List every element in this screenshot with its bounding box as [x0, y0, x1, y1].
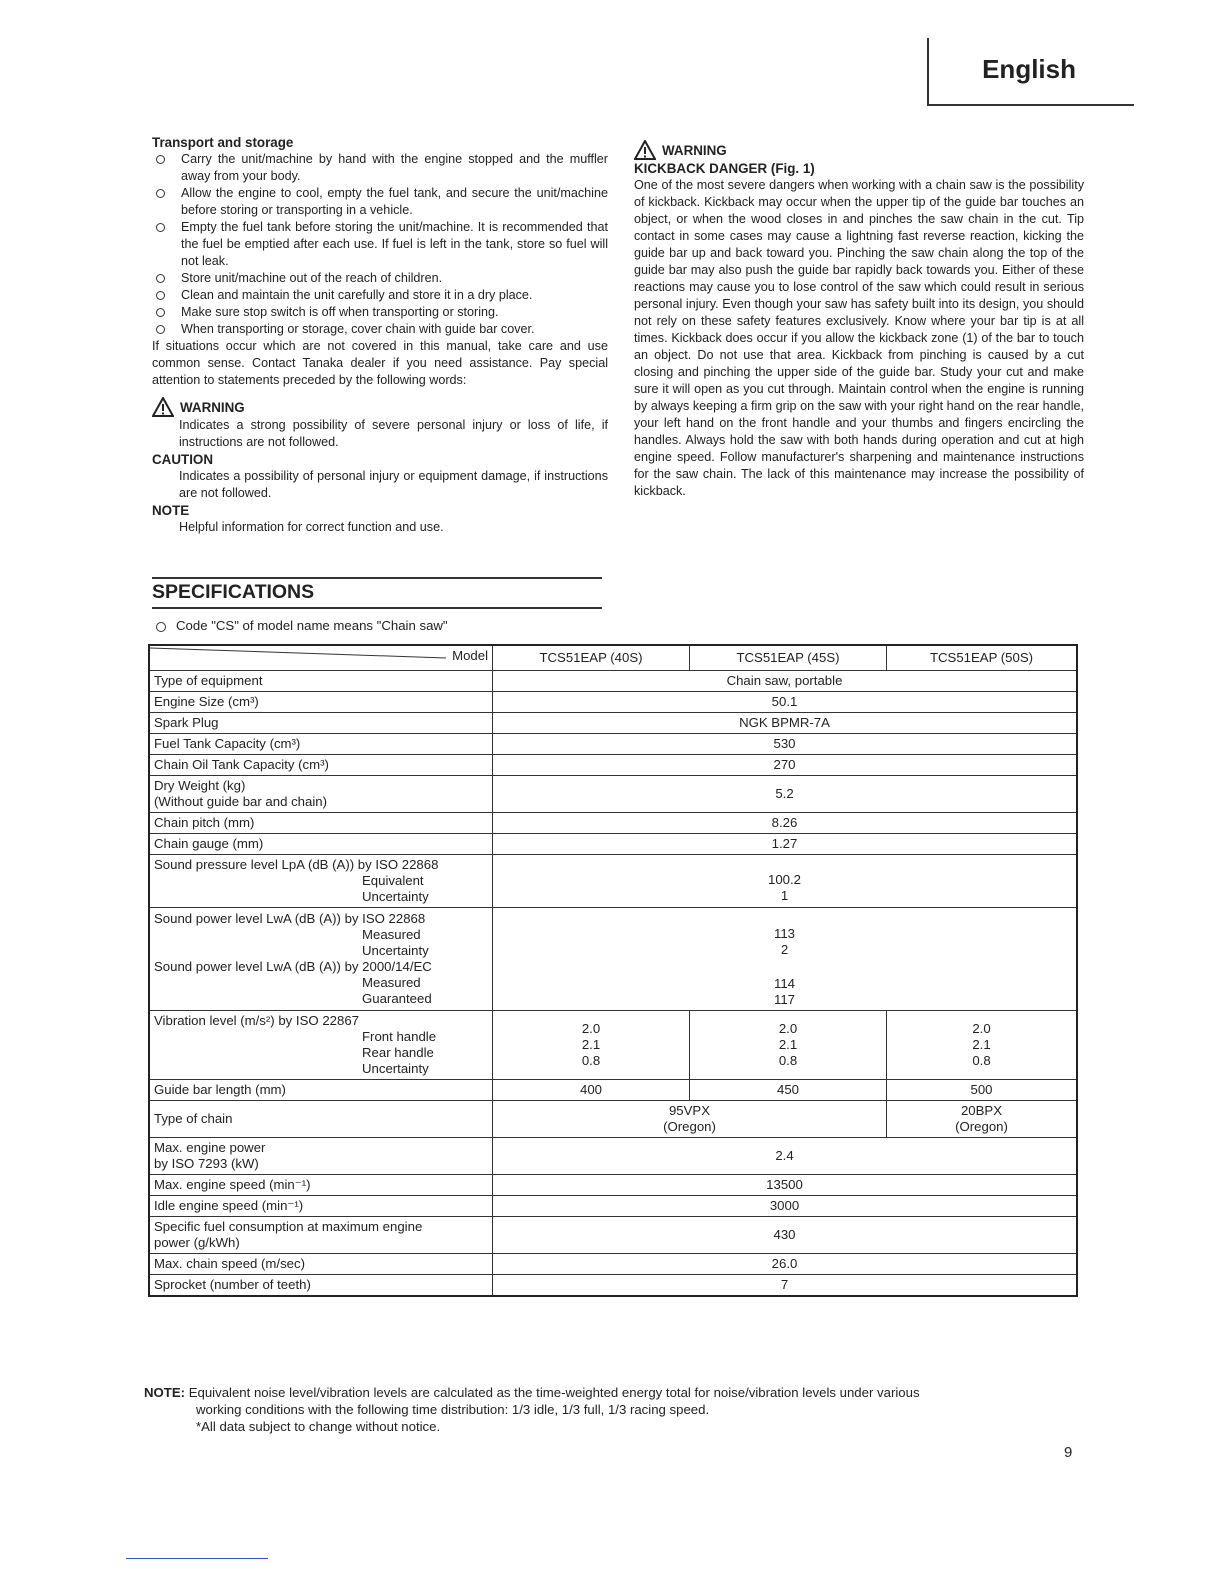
table-row: Sprocket (number of teeth) 7	[149, 1275, 1077, 1297]
table-row	[149, 645, 1077, 671]
model-col-1: TCS51EAP (40S)	[493, 645, 690, 671]
footer-note-label: NOTE:	[144, 1385, 186, 1400]
bullet-item: Store unit/machine out of the reach of children.	[152, 270, 608, 287]
common-sense-paragraph: If situations occur which are not covered in this manual, take care and use common sense. Contact Tanaka dealer if you need assistance. Pay special attention to statements preceded by the following words:	[152, 339, 608, 387]
bullet-item: Allow the engine to cool, empty the fuel tank, and secure the unit/machine before storing or transporting in a vehicle.	[152, 185, 608, 219]
transport-title: Transport and storage	[152, 135, 294, 150]
table-row: Engine Size (cm³) 50.1	[149, 692, 1077, 713]
caution-text: Indicates a possibility of personal injury or equipment damage, if instructions are not followed.	[179, 469, 608, 500]
bullet-item: When transporting or storage, cover chain with guide bar cover.	[152, 321, 608, 338]
bullet-circle-icon	[156, 291, 165, 300]
bullet-item: Clean and maintain the unit carefully and store it in a dry place.	[152, 287, 608, 304]
warning-triangle-icon	[152, 397, 174, 417]
code-note: Code "CS" of model name means "Chain saw"	[152, 618, 448, 633]
note-label: NOTE	[152, 503, 190, 518]
table-row: Dry Weight (kg) (Without guide bar and chain) 5.2	[149, 776, 1077, 813]
table-row: Fuel Tank Capacity (cm³) 530	[149, 734, 1077, 755]
bullet-circle-icon	[156, 274, 165, 283]
specifications-table	[148, 644, 1078, 1297]
model-col-2: TCS51EAP (45S)	[690, 645, 887, 671]
page-number: 9	[1064, 1444, 1073, 1461]
specifications-title: SPECIFICATIONS	[152, 581, 315, 603]
bullet-circle-icon	[156, 223, 165, 232]
kickback-section	[634, 140, 1084, 500]
note-text: Helpful information for correct function and use.	[179, 520, 444, 534]
table-row: Max. engine power by ISO 7293 (kW) 2.4	[149, 1138, 1077, 1175]
table-row: Sound power level LwA (dB (A)) by ISO 22868 Measured Uncertainty Sound power level LwA (dB (A)) by 2000/14/EC Measured Guaranteed 113 2 114 117	[149, 908, 1077, 1011]
language-label: English	[982, 54, 1076, 84]
table-row: Chain Oil Tank Capacity (cm³) 270	[149, 755, 1077, 776]
table-row: Idle engine speed (min⁻¹) 3000	[149, 1196, 1077, 1217]
transport-section	[152, 134, 608, 536]
model-col-3: TCS51EAP (50S)	[887, 645, 1078, 671]
bottom-divider	[126, 1558, 268, 1559]
spec-rule-bottom	[152, 607, 602, 609]
bullet-circle-icon	[156, 189, 165, 198]
caution-label: CAUTION	[152, 452, 213, 467]
table-row: Spark Plug NGK BPMR-7A	[149, 713, 1077, 734]
footer-note	[144, 1384, 1079, 1435]
table-row: Specific fuel consumption at maximum engine power (g/kWh) 430	[149, 1217, 1077, 1254]
bullet-circle-icon	[156, 308, 165, 317]
footer-note-line2: working conditions with the following time distribution: 1/3 idle, 1/3 full, 1/3 racing speed.	[196, 1402, 710, 1417]
table-row: Type of chain 95VPX (Oregon) 20BPX (Oregon)	[149, 1101, 1077, 1138]
table-row: Type of equipment Chain saw, portable	[149, 671, 1077, 692]
table-row: Max. chain speed (m/sec) 26.0	[149, 1254, 1077, 1275]
table-row: Max. engine speed (min⁻¹) 13500	[149, 1175, 1077, 1196]
kickback-text: One of the most severe dangers when working with a chain saw is the possibility of kickback. Kickback may occur when the upper tip of the guide bar touches an object, or when the wood closes in and pinches the saw chain in the cut. Tip contact in some cases may cause a lightning fast reverse reaction, kicking the guide bar up and back toward you. Pinching the saw chain along the top of the guide bar may also push the guide bar rapidly back towards you. Either of these reactions may cause you to lose control of the saw which could result in serious personal injury. Even though your saw has safety built into its design, you should not rely on these safety features exclusively. Know where your bar tip is at all times. Kickback does occur if you allow the kickback zone (1) of the bar to touch an object. Do not use that area. Kickback from pinching is caused by a cut closing and pinching the upper side of the guide bar. Study your cut and make sure it will open as you cut through. Maintain control when the engine is running by always keeping a firm grip on the saw with your right hand on the rear handle, your left hand on the front handle and your thumbs and fingers encircling the handles. Always hold the saw with both hands during operation and cut at high engine speed. Follow manufacturer's sharpening and maintenance instructions for the saw chain. The lack of this maintenance may increase the possibility of kickback.	[634, 178, 1084, 498]
bullet-circle-icon	[156, 155, 165, 164]
warning-triangle-icon	[634, 140, 656, 160]
warning-text: Indicates a strong possibility of severe personal injury or loss of life, if instructions are not followed.	[179, 418, 608, 449]
model-header-cell: Model	[149, 645, 493, 671]
warning-heading: WARNING	[152, 397, 608, 417]
language-tab	[927, 38, 1134, 106]
bullet-circle-icon	[156, 622, 166, 632]
diagonal-line	[150, 646, 490, 670]
kickback-warning-heading: WARNING	[634, 140, 1084, 160]
bullet-item: Make sure stop switch is off when transporting or storing.	[152, 304, 608, 321]
kickback-title: KICKBACK DANGER (Fig. 1)	[634, 161, 815, 176]
bullet-item: Empty the fuel tank before storing the unit/machine. It is recommended that the fuel be emptied after each use. If fuel is left in the tank, store so fuel will not leak.	[152, 219, 608, 270]
table-row: Chain gauge (mm) 1.27	[149, 834, 1077, 855]
bullet-circle-icon	[156, 325, 165, 334]
table-row: Vibration level (m/s²) by ISO 22867 Front handle Rear handle Uncertainty 2.0 2.1 0.8 2.0 2.1 0.8 2.0 2.1 0.8	[149, 1011, 1077, 1080]
footer-note-line3: *All data subject to change without notice.	[196, 1419, 441, 1434]
table-row: Chain pitch (mm) 8.26	[149, 813, 1077, 834]
bullet-item: Carry the unit/machine by hand with the engine stopped and the muffler away from your body.	[152, 151, 608, 185]
footer-note-line1: Equivalent noise level/vibration levels are calculated as the time-weighted energy total for noise/vibration levels under various	[188, 1385, 920, 1400]
table-row: Guide bar length (mm) 400 450 500	[149, 1080, 1077, 1101]
spec-rule-top	[152, 577, 602, 579]
table-row: Sound pressure level LpA (dB (A)) by ISO 22868 Equivalent Uncertainty 100.2 1	[149, 855, 1077, 908]
